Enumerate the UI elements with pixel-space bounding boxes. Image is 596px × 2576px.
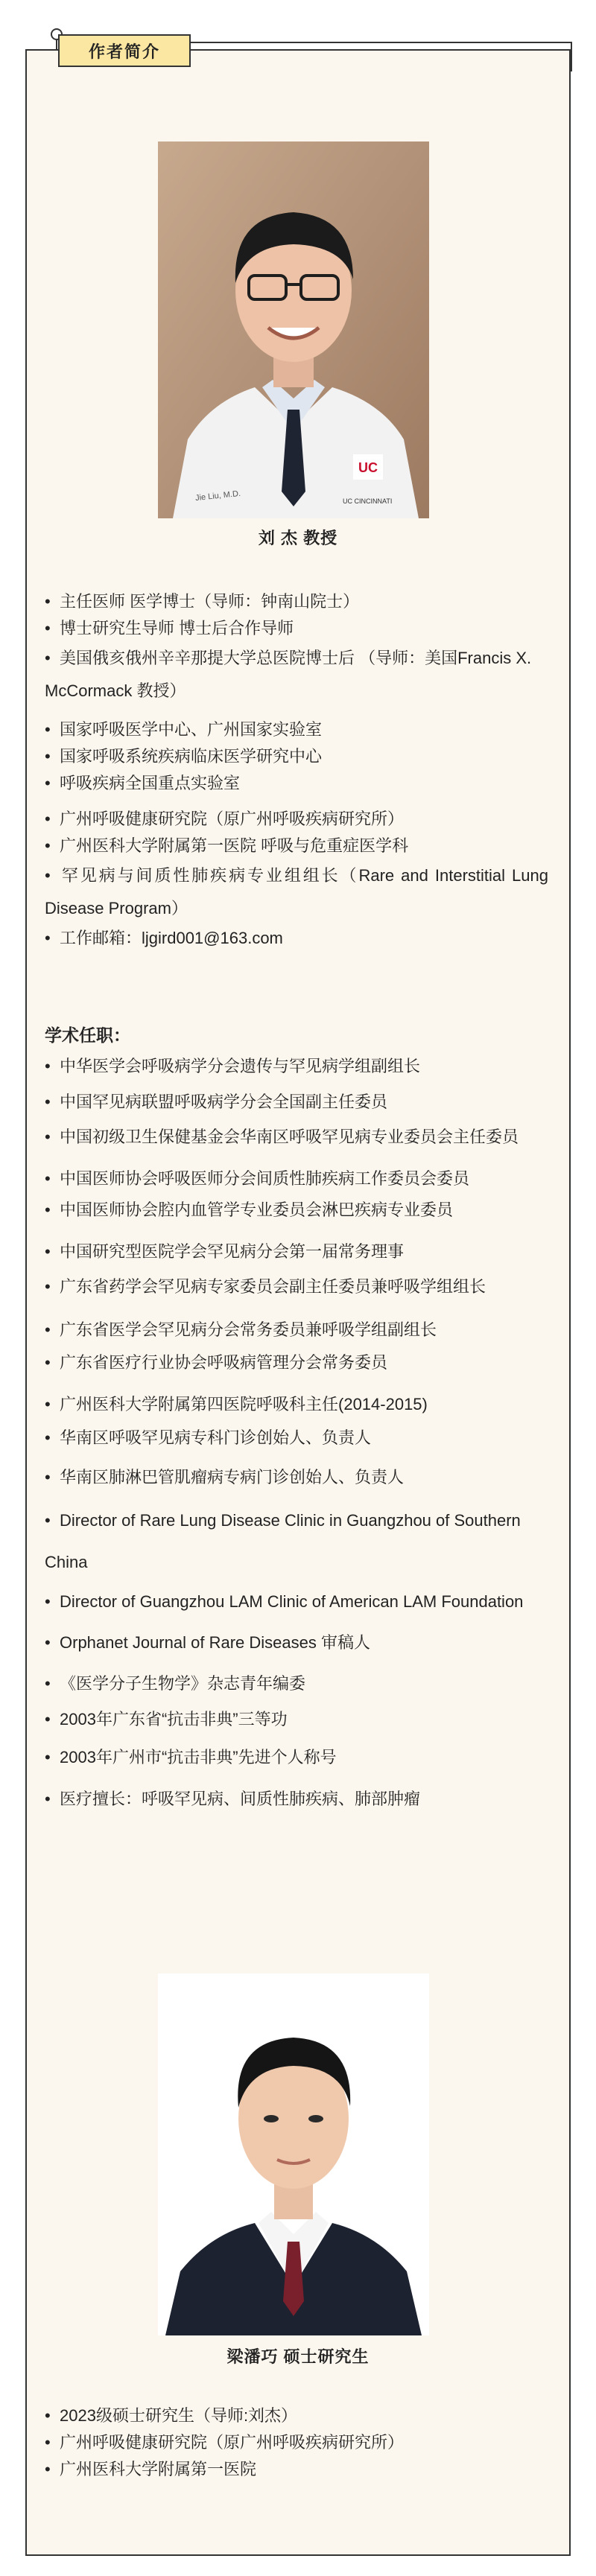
list-item: • 中国医师协会呼吸医师分会间质性肺疾病工作委员会委员 (45, 1169, 470, 1188)
academic-section (45, 1022, 548, 1820)
list-item: • 华南区呼吸罕见病专科门诊创始人、负责人 (45, 1428, 372, 1447)
profile-list (45, 588, 548, 952)
list-item: • Director of Rare Lung Disease Clinic in Guangzhou of Southern China (45, 1511, 521, 1571)
list-item: • 2003年广州市“抗击非典”先进个人称号 (45, 1748, 337, 1766)
student-name-caption: 梁潘巧 硕士研究生 (226, 2347, 370, 2366)
list-item: • 广东省医学会罕见病分会常务委员兼呼吸学组副组长 (45, 1320, 437, 1339)
list-item: • 广州呼吸健康研究院（原广州呼吸疾病研究所） (45, 810, 405, 828)
student-photo (158, 1974, 429, 2335)
student-portrait-image (158, 1974, 429, 2335)
student-list (45, 2402, 548, 2483)
professor-name-caption: 刘 杰 教授 (258, 529, 338, 547)
list-item: • 主任医师 医学博士（导师：钟南山院士） (45, 592, 360, 611)
list-item: • 罕见病与间质性肺疾病专业组组长（Rare and Interstitial Lung Disease Program） (45, 866, 548, 917)
list-item: • 广州医科大学附属第一医院 (45, 2460, 257, 2478)
list-item: • 广州医科大学附属第四医院呼吸科主任(2014-2015) (45, 1395, 428, 1413)
deco-line-top (191, 42, 571, 43)
list-item: • 中华医学会呼吸病学分会遗传与罕见病学组副组长 (45, 1057, 421, 1075)
list-item: • 中国研究型医院学会罕见病分会第一届常务理事 (45, 1242, 405, 1261)
header-title: 作者简介 (88, 42, 160, 61)
svg-text:UC: UC (358, 460, 378, 475)
deco-line-left (56, 40, 57, 49)
list-item: • 中国罕见病联盟呼吸病学分会全国副主任委员 (45, 1093, 388, 1111)
coat-name-text: Jie Liu, M.D. (194, 489, 241, 503)
list-item: • 美国俄亥俄州辛辛那提大学总医院博士后 （导师：美国Francis X. McCormack 教授） (45, 649, 532, 700)
list-item: • 博士研究生导师 博士后合作导师 (45, 619, 294, 637)
professor-portrait-image (158, 141, 429, 518)
professor-photo (158, 141, 429, 518)
list-item: • Director of Guangzhou LAM Clinic of American LAM Foundation (45, 1592, 524, 1611)
list-item: • 广东省药学会罕见病专家委员会副主任委员兼呼吸学组组长 (45, 1277, 486, 1296)
list-item: • 中国初级卫生保健基金会华南区呼吸罕见病专业委员会主任委员 (45, 1128, 519, 1146)
list-item: • 2023级硕士研究生（导师:刘杰） (45, 2406, 298, 2425)
coat-badge-text: UC CINCINNATI (343, 497, 393, 505)
list-item: • 呼吸疾病全国重点实验室 (45, 774, 241, 792)
list-item: • 中国医师协会腔内血管学专业委员会淋巴疾病专业委员 (45, 1200, 454, 1219)
list-item: • 华南区肺淋巴管肌瘤病专病门诊创始人、负责人 (45, 1468, 405, 1486)
list-item: • Orphanet Journal of Rare Diseases 审稿人 (45, 1633, 370, 1652)
list-item: • 国家呼吸医学中心、广州国家实验室 (45, 720, 323, 739)
list-item: • 广东省医疗行业协会呼吸病管理分会常务委员 (45, 1353, 388, 1372)
header-tab (58, 34, 191, 67)
list-item: • 国家呼吸系统疾病临床医学研究中心 (45, 747, 323, 766)
list-item: • 工作邮箱：ljgird001@163.com (45, 929, 283, 947)
list-item: • 医疗擅长：呼吸罕见病、间质性肺疾病、肺部肿瘤 (45, 1790, 421, 1808)
academic-title: 学术任职： (45, 1025, 130, 1045)
list-item: • 广州呼吸健康研究院（原广州呼吸疾病研究所） (45, 2433, 405, 2452)
list-item: • 《医学分子生物学》杂志青年编委 (45, 1674, 306, 1693)
deco-line-right (571, 42, 572, 71)
list-item: • 2003年广东省“抗击非典”三等功 (45, 1710, 288, 1729)
list-item: • 广州医科大学附属第一医院 呼吸与危重症医学科 (45, 836, 409, 855)
